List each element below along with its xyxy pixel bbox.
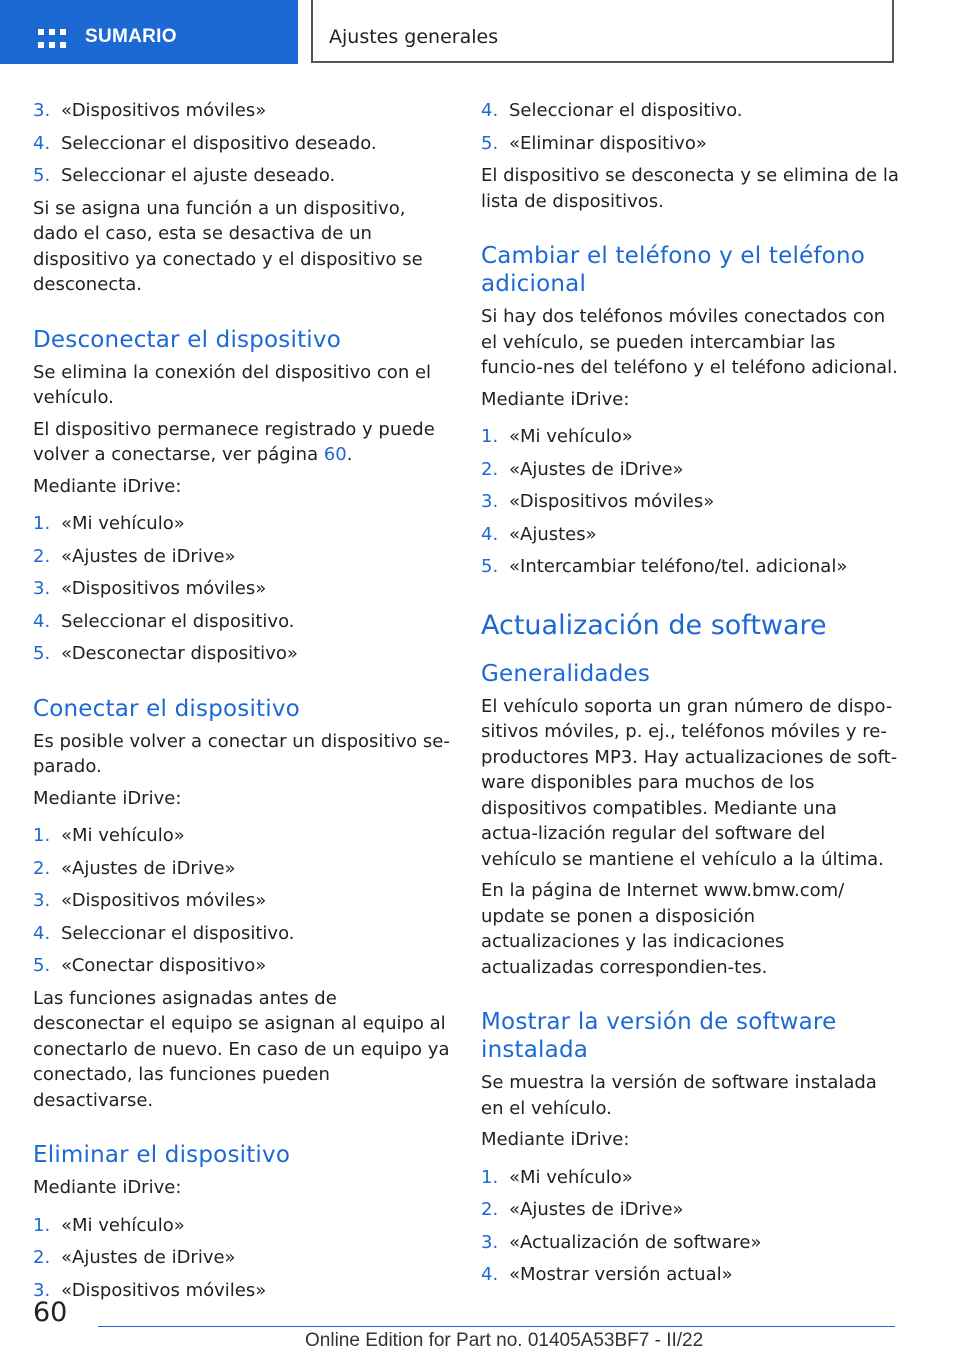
list-text: «Dispositivos móviles» — [61, 578, 267, 599]
contents-label: SUMARIO — [85, 26, 177, 47]
paragraph: Si se asigna una función a un dispositivo, dado el caso, esta se desactiva de un dispositivo ya conectado y el dispositivo se desconecta. — [33, 197, 423, 295]
list-item — [33, 131, 451, 157]
page-link[interactable]: 60 — [323, 444, 347, 465]
list-text: Seleccionar el dispositivo. — [509, 100, 743, 121]
list-text: «Eliminar dispositivo» — [509, 132, 707, 154]
list-number: 2. — [33, 545, 51, 567]
list-item — [481, 522, 899, 548]
list-number: 4. — [481, 523, 499, 545]
paragraph: Es posible volver a conectar un dispositivo se-parado. — [33, 730, 450, 777]
list-item — [33, 641, 451, 667]
paragraph: Mediante iDrive: — [33, 787, 182, 809]
list-text: Seleccionar el dispositivo. — [61, 922, 295, 944]
list-item — [33, 98, 451, 124]
list-item — [33, 856, 451, 882]
paragraph: Se elimina la conexión del dispositivo con el vehículo. — [33, 361, 432, 408]
paragraph-text: . — [346, 444, 353, 465]
list-item — [481, 489, 899, 515]
list-number: 3. — [481, 1231, 499, 1253]
list-item — [33, 544, 451, 570]
list-text: «Mi vehículo» — [61, 825, 185, 846]
paragraph: Mediante iDrive: — [33, 1177, 182, 1198]
list-text: Seleccionar el dispositivo. — [61, 610, 295, 632]
heading-software-update: Actualización de software — [481, 609, 827, 641]
list-number: 4. — [481, 100, 499, 121]
list-number: 1. — [33, 825, 51, 846]
list-text: «Desconectar dispositivo» — [61, 643, 298, 664]
list-text: «Ajustes» — [509, 523, 597, 545]
list-text: «Mi vehículo» — [509, 1166, 633, 1188]
list-item — [481, 457, 899, 483]
list-item — [33, 888, 451, 914]
list-number: 1. — [33, 1214, 51, 1236]
paragraph: El dispositivo se desconecta y se elimina de la lista de dispositivos. — [481, 165, 899, 212]
list-item — [33, 823, 451, 849]
footer-divider — [98, 1326, 895, 1327]
grid-icon — [38, 29, 66, 51]
list-number: 1. — [481, 426, 499, 447]
list-number: 1. — [481, 1166, 499, 1188]
list-item — [33, 1245, 451, 1271]
list-text: «Ajustes de iDrive» — [509, 1199, 684, 1220]
list-number: 4. — [33, 132, 51, 154]
paragraph: Mediante iDrive: — [481, 1129, 630, 1150]
list-text: «Dispositivos móviles» — [61, 890, 267, 911]
section-title: Ajustes generales — [329, 26, 499, 48]
right-column — [481, 98, 899, 1295]
list-item — [33, 1278, 451, 1304]
page-number: 60 — [33, 1297, 68, 1328]
list-text: «Ajustes de iDrive» — [61, 545, 236, 567]
paragraph: En la página de Internet www.bmw.com/ update se ponen a disposición actualizaciones y las indicaciones actualizadas correspondien-tes. — [481, 880, 845, 978]
list-text: «Ajustes de iDrive» — [509, 458, 684, 480]
list-item — [33, 609, 451, 635]
edition-note: Online Edition for Part no. 01405A53BF7 - II/22 — [305, 1330, 704, 1351]
list-item — [481, 1230, 899, 1256]
list-item — [481, 98, 899, 124]
list-item — [481, 554, 899, 580]
heading-disconnect: Desconectar el dispositivo — [33, 326, 341, 353]
list-item — [481, 1197, 899, 1223]
list-number: 2. — [481, 1199, 499, 1220]
list-number: 5. — [33, 165, 51, 186]
list-number: 3. — [33, 100, 51, 121]
list-text: «Mostrar versión actual» — [509, 1264, 733, 1285]
list-item — [481, 1165, 899, 1191]
list-text: «Mi vehículo» — [61, 513, 185, 534]
list-item — [481, 1262, 899, 1288]
list-number: 2. — [33, 857, 51, 879]
paragraph: Mediante iDrive: — [481, 388, 630, 410]
list-number: 3. — [33, 890, 51, 911]
list-text: «Actualización de software» — [509, 1231, 762, 1253]
list-number: 2. — [481, 458, 499, 480]
list-text: «Dispositivos móviles» — [509, 491, 715, 512]
list-number: 5. — [33, 955, 51, 976]
list-text: Seleccionar el ajuste deseado. — [61, 165, 336, 186]
list-number: 5. — [481, 556, 499, 577]
heading-delete: Eliminar el dispositivo — [33, 1142, 291, 1168]
list-text: «Ajustes de iDrive» — [61, 857, 236, 879]
list-number: 1. — [33, 513, 51, 534]
paragraph: Las funciones asignadas antes de desconectar el equipo se asignan al equipo al conectarlo de nuevo. En caso de un equipo ya conectado, las funciones pueden desactivarse. — [33, 987, 450, 1111]
list-number: 3. — [481, 491, 499, 512]
top-bar — [0, 0, 960, 66]
list-number: 5. — [33, 643, 51, 664]
heading-show-version: Mostrar la versión de software instalada — [481, 1009, 837, 1063]
list-number: 4. — [481, 1264, 499, 1285]
left-column — [33, 98, 451, 1310]
heading-connect: Conectar el dispositivo — [33, 695, 300, 722]
list-text: Seleccionar el dispositivo deseado. — [61, 132, 377, 154]
list-text: «Ajustes de iDrive» — [61, 1247, 236, 1268]
paragraph: El vehículo soporta un gran número de dispo-sitivos móviles, p. ej., teléfonos móviles y re-productores MP3. Hay actualizaciones de soft-ware disponibles para muchos de los dispositivos compatibles. Mediante una actua-lización regular del software del vehículo se mantiene el vehículo a la última. — [481, 695, 898, 870]
list-number: 2. — [33, 1247, 51, 1268]
list-text: «Dispositivos móviles» — [61, 1279, 267, 1301]
list-item — [33, 1213, 451, 1239]
list-text: «Mi vehículo» — [509, 426, 633, 447]
paragraph: Si hay dos teléfonos móviles conectados con el vehículo, se pueden intercambiar las funcio-nes del teléfono y el teléfono adicional. — [481, 306, 898, 378]
list-item — [481, 131, 899, 157]
list-number: 3. — [33, 1279, 51, 1301]
list-item — [33, 921, 451, 947]
list-item — [481, 424, 899, 450]
paragraph-text: El dispositivo permanece registrado y puede volver a conectarse, ver página — [33, 418, 435, 465]
list-number: 3. — [33, 578, 51, 599]
list-text: «Dispositivos móviles» — [61, 100, 267, 121]
section-tab[interactable] — [311, 0, 894, 63]
list-item — [33, 163, 451, 189]
heading-swap-phone: Cambiar el teléfono y el teléfono adicional — [481, 243, 865, 297]
list-item — [33, 511, 451, 537]
list-number: 4. — [33, 922, 51, 944]
contents-button[interactable] — [0, 0, 298, 64]
paragraph: Se muestra la versión de software instalada en el vehículo. — [481, 1072, 877, 1119]
list-text: «Conectar dispositivo» — [61, 955, 267, 976]
paragraph — [33, 417, 451, 468]
heading-general: Generalidades — [481, 660, 651, 687]
list-number: 4. — [33, 610, 51, 632]
paragraph: Mediante iDrive: — [33, 475, 182, 497]
list-item — [33, 953, 451, 979]
list-text: «Intercambiar teléfono/tel. adicional» — [509, 556, 848, 577]
list-item — [33, 576, 451, 602]
list-number: 5. — [481, 132, 499, 154]
list-text: «Mi vehículo» — [61, 1214, 185, 1236]
